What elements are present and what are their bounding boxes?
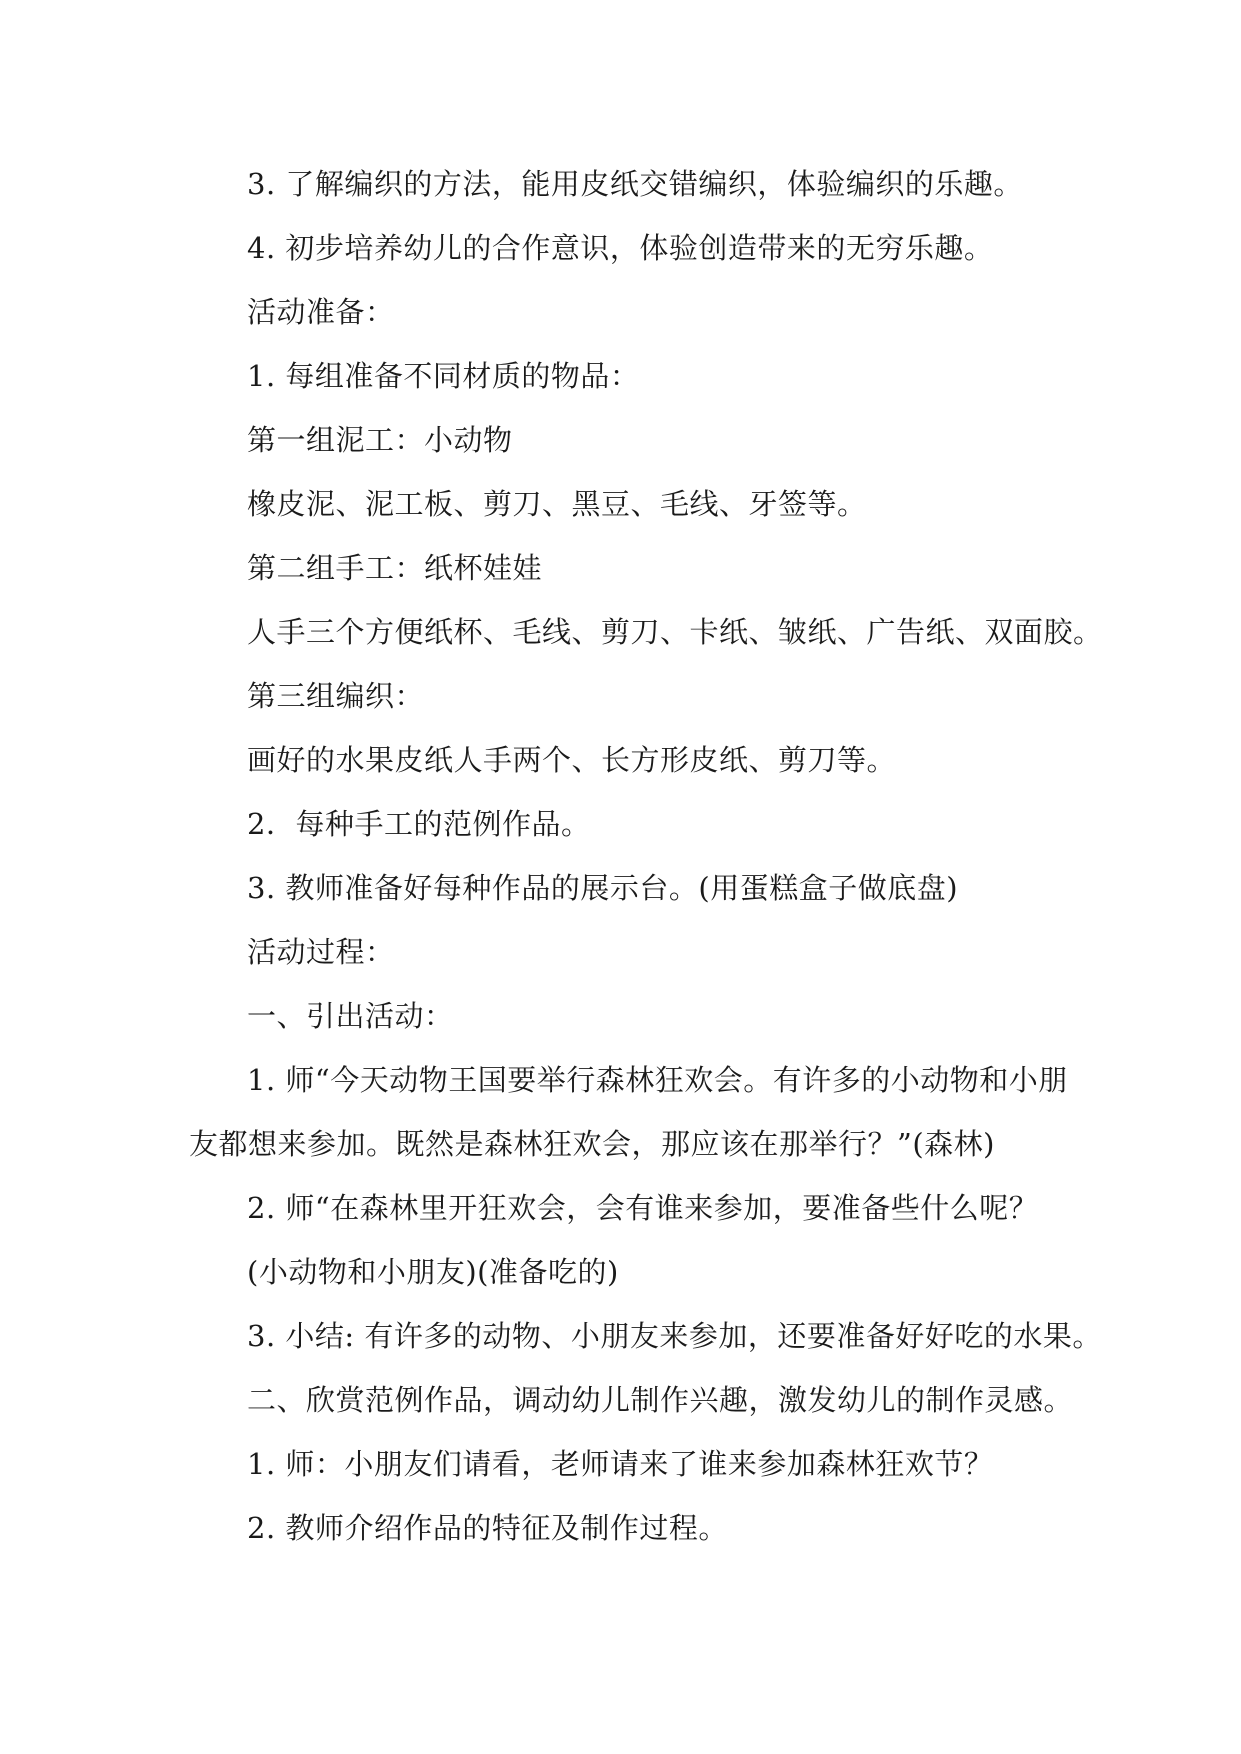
prep-item-1-line: 1. 每组准备不同材质的物品： [247,359,640,393]
process-step-2-line-a: 2. 师“在森林里开狂欢会，会有谁来参加，要准备些什么呢？ [247,1191,1039,1225]
process-step-1-line-a: 1. 师“今天动物王国要举行森林狂欢会。有许多的小动物和小朋 [247,1063,1068,1097]
goal-4-line: 4. 初步培养幼儿的合作意识，体验创造带来的无穷乐趣。 [247,231,994,265]
group-2-materials: 人手三个方便纸杯、毛线、剪刀、卡纸、皱纸、广告纸、双面胶。 [247,615,1103,649]
process-step-1-line-b: 友都想来参加。既然是森林狂欢会，那应该在那举行？”(森林) [189,1127,995,1161]
prep-item-2-line: 2．每种手工的范例作品。 [247,807,591,841]
group-1-materials: 橡皮泥、泥工板、剪刀、黑豆、毛线、牙签等。 [247,487,867,521]
group-3-materials: 画好的水果皮纸人手两个、长方形皮纸、剪刀等。 [247,743,897,777]
process-part-2-heading: 二、欣赏范例作品，调动幼儿制作兴趣，激发幼儿的制作灵感。 [247,1383,1074,1417]
part-2-step-2-line: 2. 教师介绍作品的特征及制作过程。 [247,1511,728,1545]
group-2-heading: 第二组手工：纸杯娃娃 [247,551,543,585]
process-step-2-line-b: (小动物和小朋友)(准备吃的) [247,1255,619,1289]
section-heading-preparation: 活动准备： [247,295,395,329]
group-3-heading: 第三组编织： [247,679,425,713]
goal-3-line: 3. 了解编织的方法，能用皮纸交错编织，体验编织的乐趣。 [247,167,1023,201]
prep-item-3-line: 3. 教师准备好每种作品的展示台。(用蛋糕盒子做底盘) [247,871,959,905]
process-part-1-heading: 一、引出活动： [247,999,454,1033]
process-step-3-summary: 3. 小结: 有许多的动物、小朋友来参加，还要准备好好吃的水果。 [247,1319,1102,1353]
section-heading-process: 活动过程： [247,935,395,969]
group-1-heading: 第一组泥工：小动物 [247,423,513,457]
part-2-step-1-line: 1. 师：小朋友们请看，老师请来了谁来参加森林狂欢节？ [247,1447,994,1481]
